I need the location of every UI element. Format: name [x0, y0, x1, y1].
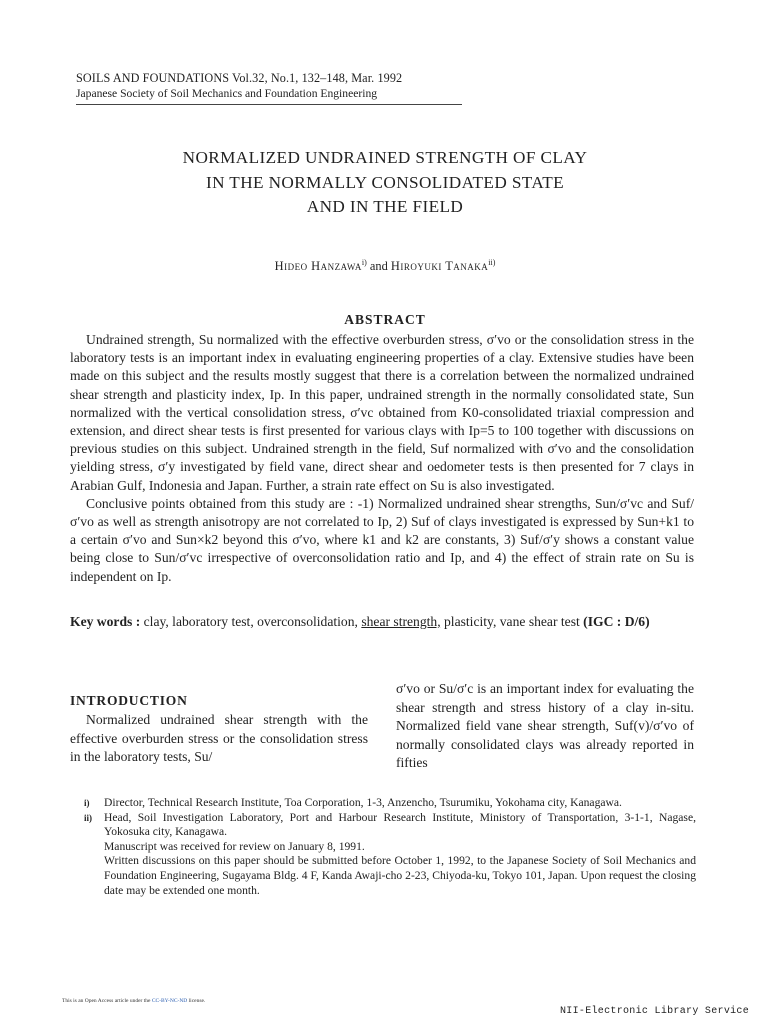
title-line-2: IN THE NORMALLY CONSOLIDATED STATE — [205, 172, 565, 192]
introduction-heading: INTRODUCTION — [70, 693, 188, 708]
author-conj: and — [366, 259, 391, 274]
author-2-mark: ii) — [488, 258, 496, 267]
intro-right-column — [396, 680, 694, 773]
title-line-1: NORMALIZED UNDRAINED STRENGTH OF CLAY — [182, 148, 588, 167]
license-prefix: This is an Open Access article under the — [62, 998, 152, 1004]
keywords-label: Key words : — [70, 614, 141, 629]
keywords-igc: (IGC : D/6) — [583, 614, 650, 629]
author-1-mark: i) — [361, 258, 367, 267]
author-line — [60, 258, 710, 274]
journal-society: Japanese Society of Soil Mechanics and Foundation Engineering — [76, 87, 378, 100]
keywords-text-2: plasticity, vane shear test — [440, 614, 584, 629]
intro-right-text: σ′vo or Su/σ′c is an important index for evaluating the shear strength and stress history of a clay in-situ. Normalized field vane shear strength, Suf(v)/σ′vo of normally consolidated clays was already reported in fifties — [396, 681, 694, 771]
abstract-paragraph-2: Conclusive points obtained from this study are : -1) Normalized undrained shear strengths, Sun/σ′vc and Suf/σ′vo as well as strength anisotropy are not correlated to Ip, 2) Suf of clays investigated is expressed by Sun+k1 to a certain σ′vo and Sun×k2 beyond this σ′vo, where k1 and k2 are constants, 3) Suf/σ′y shows a constant value being close to Sun/σ′vc irrespective of overconsolidation ratio and Ip, and 4) the effect of strain rate on Su is independent on Ip. — [70, 495, 694, 584]
footnotes — [84, 796, 696, 898]
footnote-2 — [84, 811, 696, 840]
abstract-heading: ABSTRACT — [344, 312, 426, 327]
keywords-underlined: shear strength, — [361, 614, 441, 629]
journal-header — [76, 70, 466, 105]
footnote-2-text: Head, Soil Investigation Laboratory, Port and Harbour Research Institute, Ministory of Transportation, 3-1-1, Nagase, Yokosuka city, Kanagawa. — [104, 810, 696, 839]
intro-left-column — [70, 711, 368, 767]
nii-watermark: NII-Electronic Library Service — [560, 1006, 750, 1017]
license-suffix: license. — [187, 998, 206, 1004]
footnote-1-text: Director, Technical Research Institute, Toa Corporation, 1-3, Anzencho, Tsurumiku, Yokohama city, Kanagawa. — [104, 796, 622, 809]
author-1: Hideo Hanzawa — [274, 259, 362, 274]
intro-left-text: Normalized undrained shear strength with the effective overburden stress or the consolidation stress in the laboratory tests, Su/ — [70, 712, 368, 765]
abstract-body — [70, 331, 694, 586]
footnote-1 — [84, 796, 696, 811]
paper-title — [60, 146, 710, 220]
abstract-paragraph-1: Undrained strength, Su normalized with the effective overburden stress, σ′vo or the consolidation stress in the laboratory tests is an important index in evaluating engineering properties of a clay. Extensive studies have been made on this subject and the results mostly suggest that there is a correlation between the normalized undrained shear strength and plasticity index, Ip. In this paper, undrained strength in the normally consolidated state, Sun normalized with the vertical consolidation stress, σ′vc obtained from K0-consolidated triaxial compression and extension, and direct shear tests is first presented for various clays with Ip=5 to 100 together with discussions on previous studies on this subject. Undrained strength in the field, Suf normalized with σ′vo and the consolidation yielding stress, σ′y investigated by field vane, direct shear and oedometer tests is then presented for 7 clays in Arabian Gulf, Indonesia and Japan. Further, a strain rate effect on Su is also investigated. — [70, 332, 694, 493]
journal-citation: SOILS AND FOUNDATIONS Vol.32, No.1, 132–148, Mar. 1992 — [76, 71, 403, 85]
header-rule — [76, 104, 462, 105]
discussion-note: Written discussions on this paper should be submitted before October 1, 1992, to the Japanese Society of Soil Mechanics and Foundation Engineering, Sugayama Bldg. 4 F, Kanda Awaji-cho 2-23, Chiyoda-ku, Tokyo 101, Japan. Upon request the closing date may be extended one month. — [104, 854, 696, 897]
keywords-text-1: clay, laboratory test, overconsolidation, — [140, 614, 362, 629]
license-link[interactable]: CC-BY-NC-ND — [151, 998, 188, 1004]
footnote-1-mark: i) — [84, 798, 90, 808]
author-2: Hiroyuki Tanaka — [390, 259, 489, 274]
keywords — [70, 612, 694, 632]
manuscript-received-note: Manuscript was received for review on January 8, 1991. — [104, 839, 365, 853]
footnote-2-mark: ii) — [84, 812, 92, 823]
license-notice — [62, 998, 205, 1004]
title-line-3: AND IN THE FIELD — [306, 197, 464, 216]
